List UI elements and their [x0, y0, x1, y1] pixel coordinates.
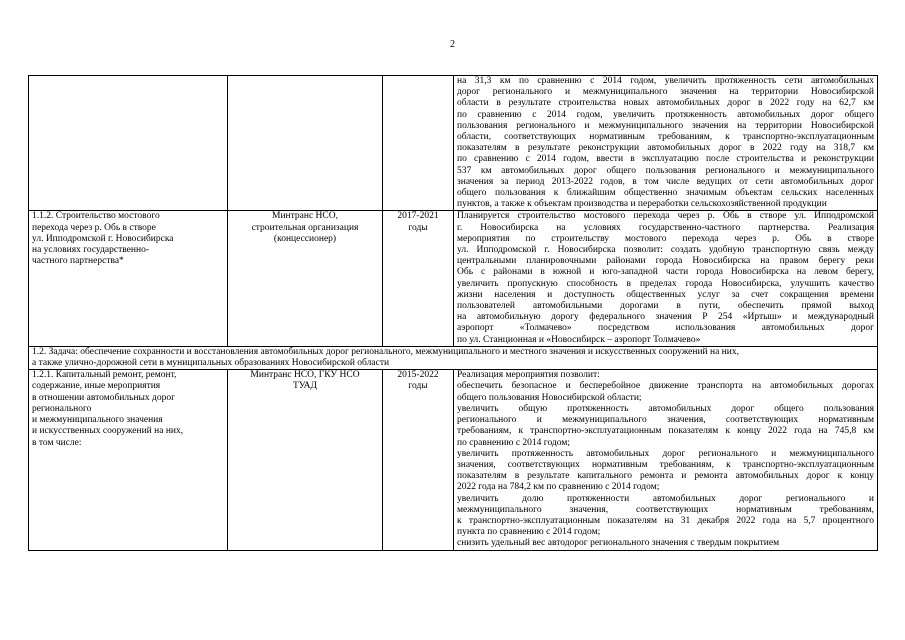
activity-name-cell [29, 370, 228, 550]
text-line: пользователей автомобильными дорогами в пути, обеспечить прямой выход [457, 301, 874, 312]
activity-name-cell [29, 76, 228, 211]
table-row [29, 76, 878, 211]
text-line: общего пользования Новосибирской области; [457, 392, 642, 403]
text-line: Минтранс НСО, [272, 211, 338, 222]
text-line: строительная организация [251, 222, 359, 233]
text-line: увеличить протяженность автомобильных дорог регионального и межмуниципального [457, 448, 874, 459]
text-line: 537 км автомобильных дорог общего пользования регионального и межмуниципального [457, 165, 874, 176]
text-line: общего пользования к ближайшим общественно значимым объектам сельских населенных [457, 188, 874, 199]
text-line: содержание, иные мероприятия [32, 381, 161, 392]
responsible-cell [228, 211, 383, 346]
text-line: Планируется строительство мостового перехода через р. Обь в створе ул. Ипподромской [457, 211, 874, 222]
text-line: дорог регионального и межмуниципального значения на территории Новосибирской [457, 87, 874, 98]
text-line: перехода через р. Обь в створе [32, 222, 156, 233]
text-line: мероприятия по строительству мостового перехода через р. Обь в створе [457, 233, 874, 244]
text-line: пункта по сравнению с 2014 годом; [457, 527, 601, 538]
text-line: годы [408, 381, 428, 392]
text-line: по ул. Станционная и «Новосибирск – аэропорт Толмачево» [457, 334, 701, 345]
text-line: 1.1.2. Строительство мостового [32, 211, 160, 222]
text-line: 2017-2021 [397, 211, 439, 222]
text-line: значения, соответствующих нормативным требованиям, к транспортно-эксплуатационным [457, 459, 874, 470]
text-line: частного партнерства* [32, 256, 124, 267]
period-cell [383, 211, 454, 346]
text-line: значения за период 2013-2022 годов, в том числе ведущих от сети автомобильных дорог [457, 176, 874, 187]
text-line: 2015-2022 [397, 370, 439, 381]
text-line: г. Новосибирска на условиях государственно-частного партнерства. Реализация [457, 222, 874, 233]
text-line: по сравнению с 2014 годом; [457, 437, 570, 448]
text-line: регионального [32, 403, 92, 414]
table-row [29, 346, 878, 369]
activity-name-cell [29, 211, 228, 346]
text-line: ТУАД [292, 381, 318, 392]
text-line: годы [408, 222, 428, 233]
text-line: на 31,3 км по сравнению с 2014 годом, увеличить протяженность сети автомобильных [457, 76, 874, 86]
text-line: обеспечить безопасное и бесперебойное движение транспорта на автомобильных дорогах [457, 381, 874, 392]
text-line: пунктов, а также к объектам производства и переработки сельскохозяйственной продукции [457, 199, 827, 210]
text-line: в том числе: [32, 437, 82, 448]
text-line: показателям в результате капитального ремонта и ремонта автомобильных дорог к концу [457, 471, 874, 482]
task-heading [29, 346, 878, 369]
text-line: области, соответствующих нормативным требованиям, к транспортно-эксплуатационным [457, 132, 874, 143]
text-line: увеличить общую протяженность автомобильных дорог общего пользования [457, 403, 874, 414]
text-line: области в результате строительства новых автомобильных дорог в 2022 году на 62,7 км [457, 98, 874, 109]
text-line: на условиях государственно- [32, 245, 149, 256]
text-line: межмуниципального значения, соответствующих нормативным требованиям, [457, 504, 874, 515]
text-line: (концессионер) [273, 233, 337, 244]
text-line: ул. Ипподромской г. Новосибирска [32, 233, 174, 244]
text-line: Обь с районами в южной и юго-западной части города Новосибирска на левом берегу, [457, 267, 874, 278]
text-line: в отношении автомобильных дорог [32, 392, 176, 403]
text-line: к транспортно-эксплуатационным показателям на 31 декабря 2022 года на 5,7 процентного [457, 515, 874, 526]
text-line: по сравнению с 2014 годом, ввести в эксплуатацию после строительства и реконструкции [457, 154, 874, 165]
period-cell [383, 370, 454, 550]
text-line: и межмуниципального значения [32, 415, 163, 426]
page-number: 2 [450, 39, 455, 50]
text-line: Реализация мероприятия позволит: [457, 370, 600, 381]
table-row [29, 370, 878, 550]
table-row [29, 211, 878, 346]
text-line: показателям в результате реконструкции автомобильных дорог в 2022 году на 318,7 км [457, 143, 874, 154]
text-line: регионального и межмуниципального значения, соответствующих нормативным [457, 415, 874, 426]
text-line: увеличить пропускную способность в пределах города Новосибирска, улучшить качество [457, 278, 874, 289]
text-line: 2022 года на 784,2 км по сравнению с 2014 годом; [457, 482, 660, 493]
text-line: увеличить долю протяженности автомобильных дорог регионального и [457, 493, 874, 504]
text-line: ул. Ипподромской г. Новосибирска позволит: создать удобную транспортную связь между [457, 245, 874, 256]
text-line: требованиям, к транспортно-эксплуатационным показателям к концу 2022 года на 745,8 км [457, 426, 874, 437]
text-line: аэропорт «Толмачево» посредством использования автомобильных дорог [457, 323, 874, 334]
text-line: а также улично-дорожной сети в муниципальных образованиях Новосибирской области [32, 358, 390, 369]
responsible-cell [228, 76, 383, 211]
expected-result-cell [454, 211, 878, 346]
program-table [28, 75, 878, 551]
text-line: и искусственных сооружений на них, [32, 426, 184, 437]
text-line: центральными планировочными районами города Новосибирска на правом берегу реки [457, 256, 874, 267]
text-line: 1.2. Задача: обеспечение сохранности и восстановления автомобильных дорог регионального, межмуниципального и местного значения и искусственных сооружений на них, [32, 346, 739, 357]
responsible-cell [228, 370, 383, 550]
text-line: пользования регионального и межмуниципального значения на территории Новосибирской [457, 120, 874, 131]
text-line: Минтранс НСО, ГКУ НСО [250, 370, 360, 381]
text-line: жизни населения и доступность общественных услуг за счет сокращения времени [457, 289, 874, 300]
text-line: 1.2.1. Капитальный ремонт, ремонт, [32, 370, 177, 381]
expected-result-cell [454, 370, 878, 550]
text-line: по сравнению с 2014 годом, увеличить протяженность автомобильных дорог общего [457, 109, 874, 120]
expected-result-cell [454, 76, 878, 211]
text-line: на автомобильную дорогу федерального значения Р 254 «Иртыш» и международный [457, 312, 874, 323]
period-cell [383, 76, 454, 211]
text-line: снизить удельный вес автодорог регионального значения с твердым покрытием [457, 538, 780, 549]
